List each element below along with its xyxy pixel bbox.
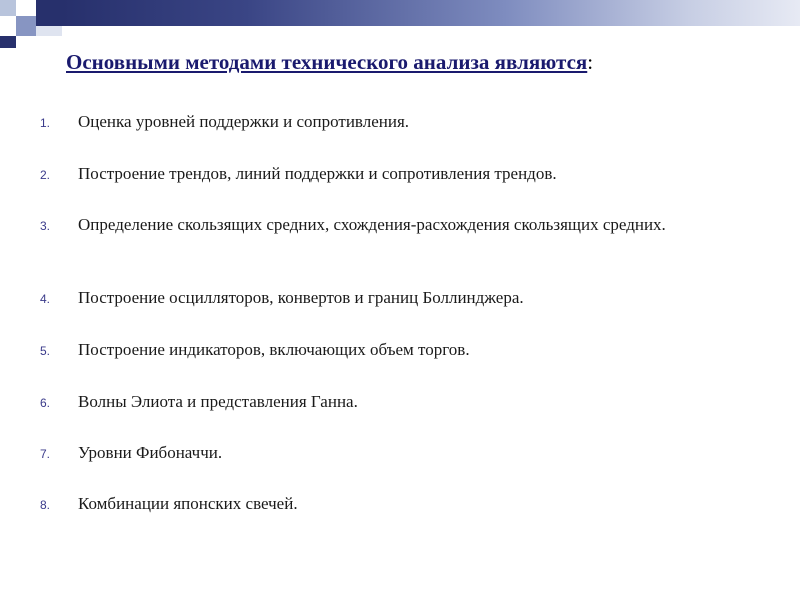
slide-title-colon: : [587, 50, 594, 74]
slide-title-text: Основными методами технического анализа являются [66, 50, 588, 74]
banner-square [0, 0, 16, 16]
banner-square [0, 36, 16, 48]
list-item-number: 3. [40, 219, 51, 233]
list-item-number: 1. [40, 116, 51, 130]
list-item-text: Комбинации японских свечей. [78, 494, 298, 513]
list-item-text: Построение индикаторов, включающих объем торгов. [78, 340, 470, 359]
list-item-number: 2. [40, 168, 51, 182]
banner-square [16, 16, 36, 36]
list-item-number: 7. [40, 447, 51, 461]
banner-square [16, 0, 36, 16]
banner-square [0, 16, 16, 36]
list-item-number: 8. [40, 498, 51, 512]
banner-square [36, 0, 62, 26]
list-item-text: Оценка уровней поддержки и сопротивления. [78, 112, 410, 131]
list-item-number: 6. [40, 396, 51, 410]
list-item-text: Уровни Фибоначчи. [78, 443, 223, 462]
banner-square [36, 26, 62, 36]
decorative-banner [0, 0, 800, 48]
list-item-text: Построение осцилляторов, конвертов и границ Боллинджера. [78, 288, 524, 307]
list-item-number: 5. [40, 344, 51, 358]
list-item-number: 4. [40, 292, 51, 306]
slide-title [66, 50, 766, 75]
banner-gradient-stripe [62, 0, 800, 26]
list-item-text: Волны Элиота и представления Ганна. [78, 392, 358, 411]
list-item-text: Построение трендов, линий поддержки и сопротивления трендов. [78, 164, 557, 183]
list-item-text: Определение скользящих средних, схождения-расхождения скользящих средних. [78, 215, 666, 234]
